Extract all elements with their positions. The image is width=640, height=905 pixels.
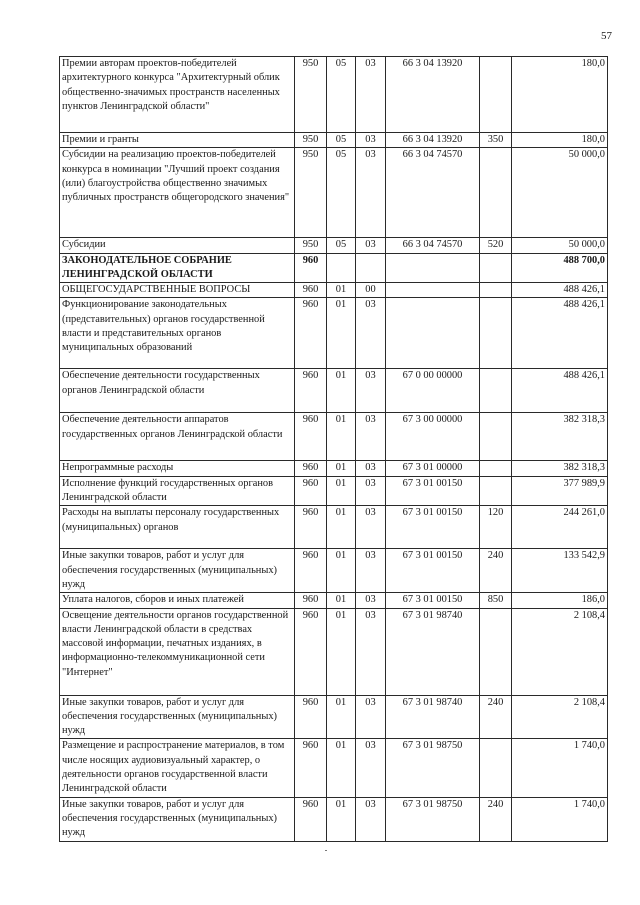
row-subsection: 03: [356, 57, 386, 133]
row-name: Уплата налогов, сборов и иных платежей: [60, 593, 295, 608]
row-amount: 488 426,1: [512, 369, 608, 413]
row-target-article: [386, 298, 480, 369]
table-row: [60, 238, 608, 253]
row-section: 01: [327, 549, 356, 593]
row-section: 01: [327, 608, 356, 695]
row-ved: 950: [295, 57, 327, 133]
row-name: Премии и гранты: [60, 133, 295, 148]
row-ved: 960: [295, 797, 327, 841]
row-subsection: 03: [356, 238, 386, 253]
row-expense-type: 350: [480, 133, 512, 148]
table-row: [60, 148, 608, 238]
row-target-article: 66 3 04 13920: [386, 133, 480, 148]
row-section: 05: [327, 148, 356, 238]
row-name: ЗАКОНОДАТЕЛЬНОЕ СОБРАНИЕ ЛЕНИНГРАДСКОЙ ОБЛАСТИ: [60, 253, 295, 283]
row-subsection: 00: [356, 283, 386, 298]
row-ved: 960: [295, 283, 327, 298]
table-row: [60, 739, 608, 797]
row-target-article: 66 3 04 13920: [386, 57, 480, 133]
row-ved: 960: [295, 369, 327, 413]
row-section: 05: [327, 238, 356, 253]
row-target-article: 66 3 04 74570: [386, 148, 480, 238]
row-amount: 382 318,3: [512, 461, 608, 476]
table-row: [60, 797, 608, 841]
row-expense-type: [480, 608, 512, 695]
row-target-article: 67 3 00 00000: [386, 413, 480, 461]
row-name: Премии авторам проектов-победителей архитектурного конкурса "Архитектурный облик общественно-значимых пространств населенных пунктов Ленинградской области": [60, 57, 295, 133]
row-amount: 180,0: [512, 133, 608, 148]
row-section: 01: [327, 506, 356, 549]
row-subsection: 03: [356, 797, 386, 841]
row-target-article: 67 3 01 00150: [386, 476, 480, 506]
row-name: ОБЩЕГОСУДАРСТВЕННЫЕ ВОПРОСЫ: [60, 283, 295, 298]
table-row: [60, 57, 608, 133]
table-row: [60, 593, 608, 608]
budget-table: [59, 56, 608, 842]
row-section: 05: [327, 57, 356, 133]
row-ved: 960: [295, 739, 327, 797]
row-name: Размещение и распространение материалов, в том числе носящих аудиовизуальный характер, о деятельности органов государственной власти Ленинградской области: [60, 739, 295, 797]
row-ved: 960: [295, 506, 327, 549]
row-ved: 960: [295, 461, 327, 476]
row-ved: 950: [295, 133, 327, 148]
row-amount: 488 700,0: [512, 253, 608, 283]
row-expense-type: [480, 476, 512, 506]
scan-mark: [325, 850, 327, 851]
row-name: Освещение деятельности органов государственной власти Ленинградской области в средствах массовой информации, печатных изданиях, в информационно-телекоммуникационной сети "Интернет": [60, 608, 295, 695]
row-expense-type: 850: [480, 593, 512, 608]
row-subsection: 03: [356, 461, 386, 476]
row-section: 01: [327, 739, 356, 797]
table-row: [60, 133, 608, 148]
table-row: [60, 461, 608, 476]
row-subsection: 03: [356, 695, 386, 739]
row-expense-type: [480, 148, 512, 238]
row-amount: 382 318,3: [512, 413, 608, 461]
row-target-article: 67 3 01 98750: [386, 797, 480, 841]
row-expense-type: 120: [480, 506, 512, 549]
row-ved: 950: [295, 148, 327, 238]
row-amount: 244 261,0: [512, 506, 608, 549]
table-row: [60, 283, 608, 298]
row-ved: 960: [295, 608, 327, 695]
row-expense-type: [480, 739, 512, 797]
row-ved: 960: [295, 253, 327, 283]
table-row: [60, 413, 608, 461]
row-section: 01: [327, 797, 356, 841]
row-amount: 488 426,1: [512, 283, 608, 298]
row-name: Расходы на выплаты персоналу государственных (муниципальных) органов: [60, 506, 295, 549]
row-name: Иные закупки товаров, работ и услуг для обеспечения государственных (муниципальных) нужд: [60, 549, 295, 593]
table-body: [60, 57, 608, 842]
row-subsection: 03: [356, 369, 386, 413]
row-section: 01: [327, 283, 356, 298]
row-amount: 186,0: [512, 593, 608, 608]
row-target-article: 66 3 04 74570: [386, 238, 480, 253]
row-name: Иные закупки товаров, работ и услуг для обеспечения государственных (муниципальных) нужд: [60, 695, 295, 739]
row-expense-type: [480, 253, 512, 283]
row-subsection: [356, 253, 386, 283]
row-name: Иные закупки товаров, работ и услуг для обеспечения государственных (муниципальных) нужд: [60, 797, 295, 841]
row-expense-type: [480, 283, 512, 298]
row-section: 05: [327, 133, 356, 148]
row-expense-type: [480, 413, 512, 461]
row-ved: 960: [295, 695, 327, 739]
row-section: 01: [327, 413, 356, 461]
row-target-article: 67 3 01 00150: [386, 506, 480, 549]
row-target-article: 67 3 01 00000: [386, 461, 480, 476]
row-amount: 133 542,9: [512, 549, 608, 593]
row-section: 01: [327, 476, 356, 506]
table-row: [60, 476, 608, 506]
row-target-article: 67 3 01 00150: [386, 549, 480, 593]
row-name: Обеспечение деятельности государственных органов Ленинградской области: [60, 369, 295, 413]
row-section: 01: [327, 298, 356, 369]
row-subsection: 03: [356, 593, 386, 608]
row-subsection: 03: [356, 298, 386, 369]
row-subsection: 03: [356, 476, 386, 506]
row-amount: 2 108,4: [512, 608, 608, 695]
table-row: [60, 608, 608, 695]
row-ved: 960: [295, 298, 327, 369]
row-amount: 180,0: [512, 57, 608, 133]
row-section: 01: [327, 593, 356, 608]
row-subsection: 03: [356, 739, 386, 797]
row-expense-type: 240: [480, 797, 512, 841]
row-target-article: [386, 283, 480, 298]
row-expense-type: 240: [480, 549, 512, 593]
table-row: [60, 695, 608, 739]
row-target-article: 67 3 01 00150: [386, 593, 480, 608]
row-subsection: 03: [356, 506, 386, 549]
row-section: 01: [327, 695, 356, 739]
row-name: Непрограммные расходы: [60, 461, 295, 476]
table-row: [60, 506, 608, 549]
table-row: [60, 253, 608, 283]
table-row: [60, 369, 608, 413]
row-amount: 50 000,0: [512, 148, 608, 238]
row-expense-type: [480, 298, 512, 369]
page-number: 57: [601, 30, 612, 42]
row-amount: 1 740,0: [512, 797, 608, 841]
row-amount: 377 989,9: [512, 476, 608, 506]
row-name: Субсидии на реализацию проектов-победителей конкурса в номинации "Лучший проект создания (или) благоустройства общественно значимых публичных пространств общегородского значения": [60, 148, 295, 238]
row-expense-type: 240: [480, 695, 512, 739]
row-name: Функционирование законодательных (представительных) органов государственной власти и представительных органов муниципальных образований: [60, 298, 295, 369]
row-ved: 960: [295, 549, 327, 593]
row-section: [327, 253, 356, 283]
row-ved: 960: [295, 476, 327, 506]
table-row: [60, 298, 608, 369]
row-amount: 50 000,0: [512, 238, 608, 253]
table-row: [60, 549, 608, 593]
row-expense-type: [480, 57, 512, 133]
row-subsection: 03: [356, 413, 386, 461]
row-amount: 2 108,4: [512, 695, 608, 739]
row-target-article: 67 3 01 98740: [386, 608, 480, 695]
row-name: Обеспечение деятельности аппаратов государственных органов Ленинградской области: [60, 413, 295, 461]
row-ved: 950: [295, 238, 327, 253]
row-subsection: 03: [356, 133, 386, 148]
row-subsection: 03: [356, 608, 386, 695]
row-expense-type: [480, 369, 512, 413]
row-target-article: 67 0 00 00000: [386, 369, 480, 413]
row-ved: 960: [295, 413, 327, 461]
row-expense-type: [480, 461, 512, 476]
row-name: Субсидии: [60, 238, 295, 253]
row-ved: 960: [295, 593, 327, 608]
row-section: 01: [327, 461, 356, 476]
row-amount: 1 740,0: [512, 739, 608, 797]
row-target-article: 67 3 01 98750: [386, 739, 480, 797]
row-subsection: 03: [356, 549, 386, 593]
row-expense-type: 520: [480, 238, 512, 253]
row-amount: 488 426,1: [512, 298, 608, 369]
row-subsection: 03: [356, 148, 386, 238]
row-target-article: [386, 253, 480, 283]
row-target-article: 67 3 01 98740: [386, 695, 480, 739]
row-section: 01: [327, 369, 356, 413]
row-name: Исполнение функций государственных органов Ленинградской области: [60, 476, 295, 506]
